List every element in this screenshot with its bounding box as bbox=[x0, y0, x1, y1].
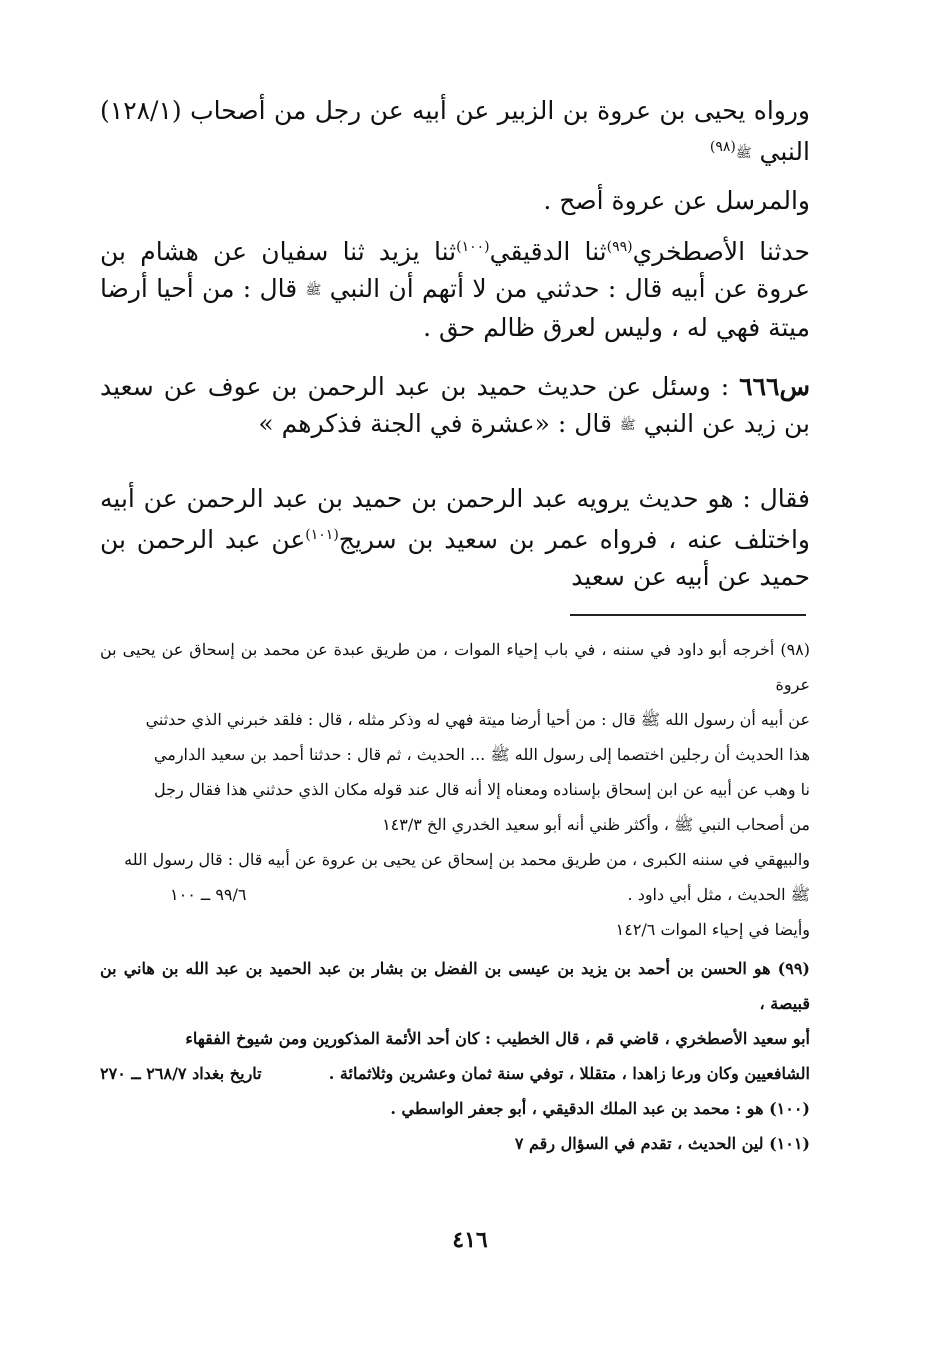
footnote-98-line: عن أبيه أن رسول الله ﷺ قال : من أحيا أرضا ميتة فهي له وذكر مثله ، قال : فلقد خبرني الذي حدثني bbox=[145, 710, 810, 729]
footnote-98-line: ﷺ الحديث ، مثل أبي داود . ٩٩/٦ ــ ١٠٠ bbox=[100, 877, 810, 912]
footnote-99-line: أبو سعيد الأصطخري ، قاضي قم ، قال الخطيب : كان أحد الأئمة المذكورين ومن شيوخ الفقهاء bbox=[185, 1029, 810, 1048]
main-text bbox=[100, 92, 810, 595]
paragraph-isnad: حدثنا الأصطخري$^{(٩٩)}$ثنا الدقيقي$^{(١٠٠)}$ثنا يزيد ثنا سفيان عن هشام بن عروة عن أبيه قال : حدثني من لا أتهم أن النبي ﷺ قال : من أحيا أرضا ميتة فهي له ، وليس لعرق ظالم حق . bbox=[100, 237, 810, 342]
footnote-ref-101: (١٠١) bbox=[305, 527, 339, 543]
footnotes bbox=[100, 632, 810, 1161]
footnote-98-line: (٩٨) أخرجه أبو داود في سننه ، في باب إحياء الموات ، من طريق عبدة عن محمد بن إسحاق عن يحيى بن عروة bbox=[100, 640, 810, 694]
footnote-ref-99: (٩٩) bbox=[606, 239, 633, 255]
paragraph-mursal: والمرسل عن عروة أصح . bbox=[543, 186, 810, 215]
salutation-glyph: ﷺ bbox=[735, 146, 752, 161]
footnote-98-line: وأيضا في إحياء الموات ١٤٢/٦ bbox=[615, 920, 810, 939]
salutation-glyph: ﷺ bbox=[305, 283, 322, 298]
citation-range: ٩٩/٦ ــ ١٠٠ bbox=[170, 885, 247, 904]
footnote-separator bbox=[570, 614, 806, 616]
footnote-99-line: الشافعيين وكان ورعا زاهدا ، متقللا ، توفي سنة ثمان وعشرين وثلاثمائة . تاريخ بغداد ٢٦٨/٧ ــ ٢٧٠ bbox=[100, 1056, 810, 1091]
footnote-98-line: والبيهقي في سننه الكبرى ، من طريق محمد بن إسحاق عن يحيى بن عروة عن أبيه قال : قال رسول الله bbox=[124, 850, 810, 869]
footnote-ref-100: (١٠٠) bbox=[456, 239, 490, 255]
footnote-ref-98: (٩٨) bbox=[709, 139, 736, 155]
footnote-99-line: (٩٩) هو الحسن بن أحمد بن يزيد بن عيسى بن الفضل بن بشار بن عبد الحميد بن عبد الله بن هاني بن قبيصة ، bbox=[100, 959, 810, 1013]
citation-range: تاريخ بغداد ٢٦٨/٧ ــ ٢٧٠ bbox=[100, 1064, 262, 1083]
footnote-101: (١٠١) لين الحديث ، تقدم في السؤال رقم ٧ bbox=[514, 1134, 810, 1153]
salutation-glyph: ﷺ bbox=[619, 418, 636, 433]
answer-paragraph: فقال : هو حديث يرويه عبد الرحمن بن حميد بن عبد الرحمن عن أبيه واختلف عنه ، فرواه عمر بن سعيد بن سريج$^{(١٠١)}$عن عبد الرحمن بن حميد عن أبيه عن سعيد bbox=[100, 484, 811, 591]
paragraph-narration: ورواه يحيى بن عروة بن الزبير عن أبيه عن رجل من أصحاب (١٢٨/١) النبي ﷺ$^{(٩٨)}$ bbox=[100, 96, 810, 166]
footnote-100: (١٠٠) هو : محمد بن عبد الملك الدقيقي ، أبو جعفر الواسطي . bbox=[390, 1099, 810, 1118]
footnote-98-line: من أصحاب النبي ﷺ ، وأكثر ظني أنه أبو سعيد الخدري الخ ١٤٣/٣ bbox=[382, 815, 810, 834]
page-number: ٤١٦ bbox=[452, 1227, 488, 1253]
footnote-98-line: هذا الحديث أن رجلين اختصما إلى رسول الله ﷺ ... الحديث ، ثم قال : حدثنا أحمد بن سعيد الدارمي bbox=[153, 745, 810, 764]
question-number: س٦٦٦ bbox=[739, 372, 810, 401]
footnote-98-line: نا وهب عن أبيه عن ابن إسحاق بإسناده ومعناه إلا أنه قال عند قوله مكان الذي حدثني هذا فقال رجل bbox=[154, 780, 810, 799]
question-paragraph: س٦٦٦ : وسئل عن حديث حميد بن عبد الرحمن بن عوف عن سعيد بن زيد عن النبي ﷺ قال : «عشرة في الجنة فذكرهم » bbox=[100, 372, 810, 438]
